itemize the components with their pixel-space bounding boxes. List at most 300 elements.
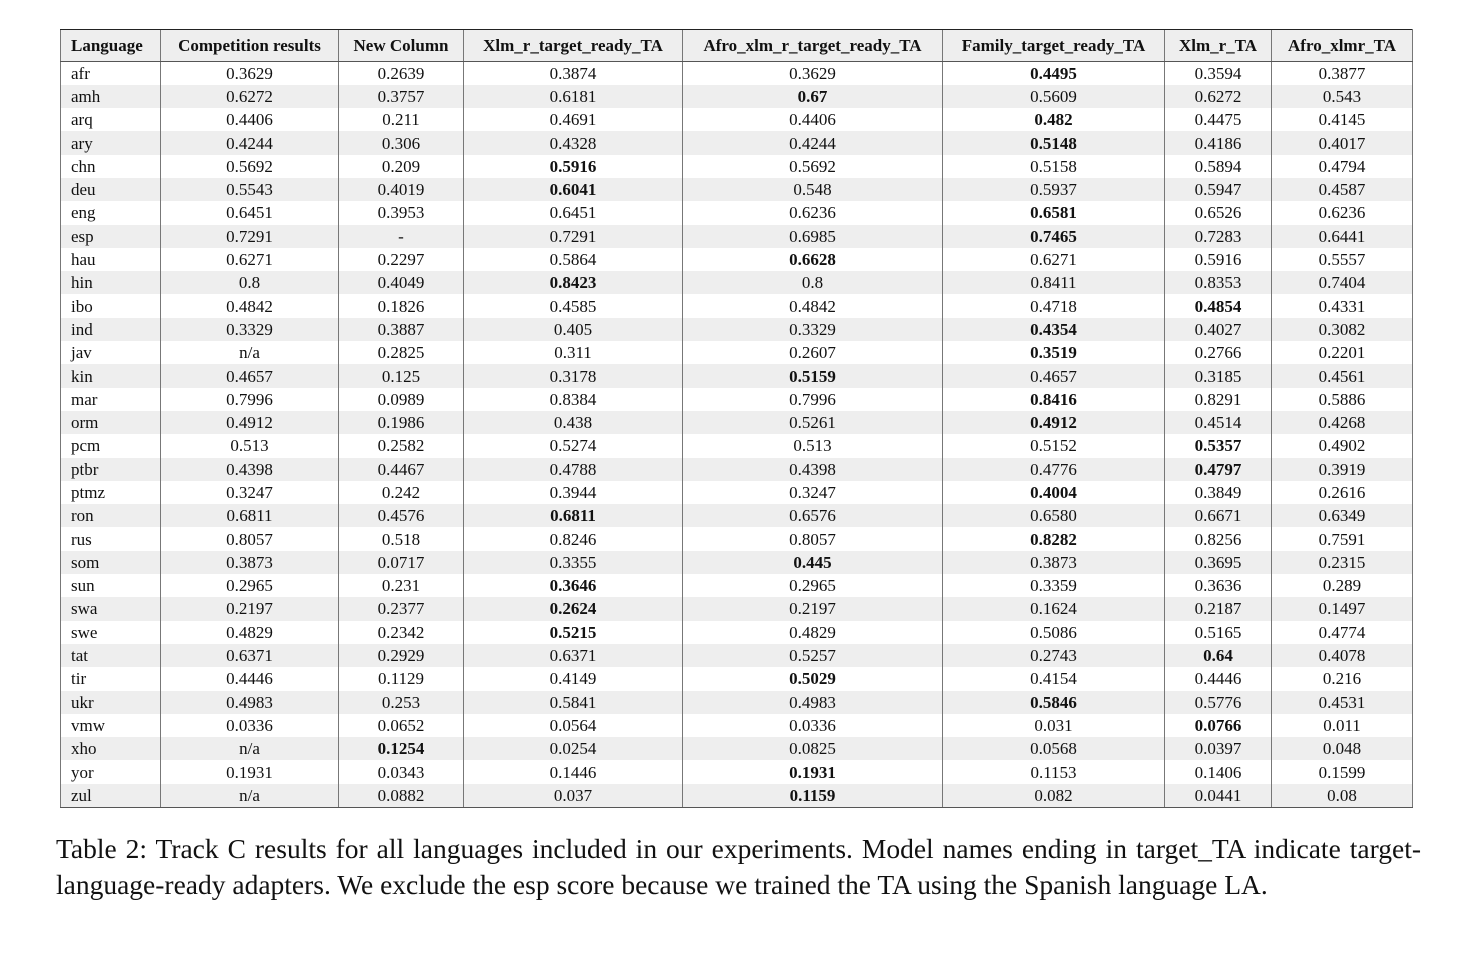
score-cell: 0.4019 (339, 178, 464, 201)
score-cell: 0.3944 (464, 481, 683, 504)
score-cell: 0.8423 (464, 271, 683, 294)
score-cell: 0.5148 (943, 131, 1165, 154)
score-cell: 0.7291 (161, 225, 339, 248)
table-row (61, 62, 1413, 85)
score-cell: 0.3329 (161, 318, 339, 341)
language-cell: swe (61, 621, 161, 644)
score-cell: 0.0343 (339, 760, 464, 783)
header-row (61, 30, 1413, 62)
score-cell: 0.6371 (161, 644, 339, 667)
score-cell: 0.8353 (1165, 271, 1272, 294)
language-cell: arq (61, 108, 161, 131)
score-cell: n/a (161, 341, 339, 364)
score-cell: 0.4475 (1165, 108, 1272, 131)
language-cell: ptbr (61, 458, 161, 481)
score-cell: 0.5947 (1165, 178, 1272, 201)
score-cell: 0.7404 (1272, 271, 1413, 294)
score-cell: 0.4912 (161, 411, 339, 434)
score-cell: 0.5609 (943, 85, 1165, 108)
score-cell: 0.2201 (1272, 341, 1413, 364)
score-cell: 0.5165 (1165, 621, 1272, 644)
score-cell: 0.4354 (943, 318, 1165, 341)
score-cell: 0.4398 (161, 458, 339, 481)
score-cell: 0.4902 (1272, 434, 1413, 457)
table-row (61, 131, 1413, 154)
score-cell: 0.6272 (1165, 85, 1272, 108)
score-cell: 0.3873 (943, 551, 1165, 574)
score-cell: - (339, 225, 464, 248)
score-cell: 0.289 (1272, 574, 1413, 597)
language-cell: pcm (61, 434, 161, 457)
score-cell: 0.2929 (339, 644, 464, 667)
score-cell: 0.6628 (683, 248, 943, 271)
score-cell: 0.5557 (1272, 248, 1413, 271)
table-row (61, 737, 1413, 760)
score-cell: 0.2197 (683, 597, 943, 620)
score-cell: 0.4004 (943, 481, 1165, 504)
score-cell: 0.4576 (339, 504, 464, 527)
score-cell: 0.5841 (464, 691, 683, 714)
score-cell: 0.6236 (683, 201, 943, 224)
score-cell: 0.2315 (1272, 551, 1413, 574)
score-cell: 0.4145 (1272, 108, 1413, 131)
score-cell: 0.4854 (1165, 294, 1272, 317)
table-row (61, 364, 1413, 387)
column-header: Competition results (161, 30, 339, 62)
score-cell: 0.5261 (683, 411, 943, 434)
score-cell: 0.7996 (683, 388, 943, 411)
score-cell: 0.031 (943, 714, 1165, 737)
language-cell: deu (61, 178, 161, 201)
table-row (61, 108, 1413, 131)
score-cell: 0.4495 (943, 62, 1165, 85)
score-cell: 0.1446 (464, 760, 683, 783)
score-cell: 0.0441 (1165, 784, 1272, 807)
score-cell: 0.1497 (1272, 597, 1413, 620)
score-cell: 0.7591 (1272, 527, 1413, 550)
score-cell: 0.4149 (464, 667, 683, 690)
score-cell: 0.6526 (1165, 201, 1272, 224)
score-cell: 0.543 (1272, 85, 1413, 108)
table-row (61, 458, 1413, 481)
score-cell: 0.64 (1165, 644, 1272, 667)
score-cell: 0.8291 (1165, 388, 1272, 411)
score-cell: 0.3594 (1165, 62, 1272, 85)
score-cell: 0.4027 (1165, 318, 1272, 341)
score-cell: 0.3082 (1272, 318, 1413, 341)
score-cell: 0.6671 (1165, 504, 1272, 527)
score-cell: 0.3873 (161, 551, 339, 574)
score-cell: 0.6985 (683, 225, 943, 248)
score-cell: 0.3185 (1165, 364, 1272, 387)
score-cell: 0.6271 (161, 248, 339, 271)
score-cell: 0.2766 (1165, 341, 1272, 364)
score-cell: 0.1624 (943, 597, 1165, 620)
score-cell: 0.6811 (161, 504, 339, 527)
score-cell: 0.4691 (464, 108, 683, 131)
score-cell: 0.3874 (464, 62, 683, 85)
score-cell: 0.5776 (1165, 691, 1272, 714)
table-row (61, 201, 1413, 224)
score-cell: 0.4774 (1272, 621, 1413, 644)
table-row (61, 551, 1413, 574)
score-cell: 0.6236 (1272, 201, 1413, 224)
score-cell: 0.4446 (1165, 667, 1272, 690)
table-row (61, 527, 1413, 550)
score-cell: 0.2639 (339, 62, 464, 85)
score-cell: 0.3695 (1165, 551, 1272, 574)
score-cell: 0.6181 (464, 85, 683, 108)
score-cell: 0.4657 (161, 364, 339, 387)
score-cell: 0.2187 (1165, 597, 1272, 620)
language-cell: sun (61, 574, 161, 597)
score-cell: 0.3247 (161, 481, 339, 504)
score-cell: 0.445 (683, 551, 943, 574)
score-cell: 0.4561 (1272, 364, 1413, 387)
score-cell: 0.5543 (161, 178, 339, 201)
score-cell: 0.5692 (161, 155, 339, 178)
table-row (61, 388, 1413, 411)
table-row (61, 341, 1413, 364)
score-cell: 0.1599 (1272, 760, 1413, 783)
score-cell: n/a (161, 784, 339, 807)
score-cell: 0.1159 (683, 784, 943, 807)
score-cell: 0.8 (683, 271, 943, 294)
score-cell: 0.4446 (161, 667, 339, 690)
score-cell: 0.3247 (683, 481, 943, 504)
table-row (61, 597, 1413, 620)
score-cell: 0.3178 (464, 364, 683, 387)
score-cell: 0.037 (464, 784, 683, 807)
score-cell: 0.0882 (339, 784, 464, 807)
score-cell: 0.4829 (683, 621, 943, 644)
score-cell: 0.2342 (339, 621, 464, 644)
score-cell: n/a (161, 737, 339, 760)
score-cell: 0.3919 (1272, 458, 1413, 481)
language-cell: ron (61, 504, 161, 527)
score-cell: 0.5086 (943, 621, 1165, 644)
score-cell: 0.4244 (161, 131, 339, 154)
score-cell: 0.4788 (464, 458, 683, 481)
table-body (61, 62, 1413, 808)
score-cell: 0.2743 (943, 644, 1165, 667)
score-cell: 0.216 (1272, 667, 1413, 690)
score-cell: 0.6041 (464, 178, 683, 201)
score-cell: 0.4797 (1165, 458, 1272, 481)
score-cell: 0.3757 (339, 85, 464, 108)
language-cell: mar (61, 388, 161, 411)
score-cell: 0.6272 (161, 85, 339, 108)
score-cell: 0.5864 (464, 248, 683, 271)
table-row (61, 644, 1413, 667)
score-cell: 0.3877 (1272, 62, 1413, 85)
table-row (61, 178, 1413, 201)
score-cell: 0.8384 (464, 388, 683, 411)
table-header (61, 30, 1413, 62)
score-cell: 0.8416 (943, 388, 1165, 411)
score-cell: 0.6451 (464, 201, 683, 224)
score-cell: 0.4331 (1272, 294, 1413, 317)
score-cell: 0.2624 (464, 597, 683, 620)
score-cell: 0.548 (683, 178, 943, 201)
score-cell: 0.6371 (464, 644, 683, 667)
score-cell: 0.8 (161, 271, 339, 294)
score-cell: 0.5692 (683, 155, 943, 178)
score-cell: 0.5029 (683, 667, 943, 690)
score-cell: 0.3359 (943, 574, 1165, 597)
score-cell: 0.482 (943, 108, 1165, 131)
column-header: New Column (339, 30, 464, 62)
score-cell: 0.3887 (339, 318, 464, 341)
score-cell: 0.08 (1272, 784, 1413, 807)
score-cell: 0.3629 (683, 62, 943, 85)
language-cell: vmw (61, 714, 161, 737)
score-cell: 0.2377 (339, 597, 464, 620)
score-cell: 0.5894 (1165, 155, 1272, 178)
score-cell: 0.518 (339, 527, 464, 550)
table-row (61, 667, 1413, 690)
score-cell: 0.513 (161, 434, 339, 457)
score-cell: 0.8057 (683, 527, 943, 550)
score-cell: 0.2197 (161, 597, 339, 620)
score-cell: 0.0717 (339, 551, 464, 574)
column-header: Family_target_ready_TA (943, 30, 1165, 62)
score-cell: 0.438 (464, 411, 683, 434)
language-cell: amh (61, 85, 161, 108)
score-cell: 0.5916 (1165, 248, 1272, 271)
score-cell: 0.0336 (161, 714, 339, 737)
language-cell: xho (61, 737, 161, 760)
language-cell: swa (61, 597, 161, 620)
score-cell: 0.3953 (339, 201, 464, 224)
score-cell: 0.125 (339, 364, 464, 387)
table-row (61, 318, 1413, 341)
score-cell: 0.6441 (1272, 225, 1413, 248)
table-row (61, 574, 1413, 597)
score-cell: 0.211 (339, 108, 464, 131)
score-cell: 0.1254 (339, 737, 464, 760)
score-cell: 0.3355 (464, 551, 683, 574)
score-cell: 0.4186 (1165, 131, 1272, 154)
score-cell: 0.4017 (1272, 131, 1413, 154)
table-row (61, 411, 1413, 434)
language-cell: ary (61, 131, 161, 154)
score-cell: 0.513 (683, 434, 943, 457)
score-cell: 0.7291 (464, 225, 683, 248)
score-cell: 0.0397 (1165, 737, 1272, 760)
table-row (61, 248, 1413, 271)
score-cell: 0.6271 (943, 248, 1165, 271)
score-cell: 0.253 (339, 691, 464, 714)
score-cell: 0.209 (339, 155, 464, 178)
language-cell: kin (61, 364, 161, 387)
language-cell: zul (61, 784, 161, 807)
score-cell: 0.4983 (161, 691, 339, 714)
score-cell: 0.4406 (161, 108, 339, 131)
language-cell: ibo (61, 294, 161, 317)
score-cell: 0.4657 (943, 364, 1165, 387)
score-cell: 0.011 (1272, 714, 1413, 737)
results-table-container (60, 29, 1412, 808)
score-cell: 0.4842 (161, 294, 339, 317)
score-cell: 0.6811 (464, 504, 683, 527)
table-row (61, 621, 1413, 644)
language-cell: hin (61, 271, 161, 294)
column-header: Afro_xlm_r_target_ready_TA (683, 30, 943, 62)
score-cell: 0.0652 (339, 714, 464, 737)
language-cell: rus (61, 527, 161, 550)
score-cell: 0.311 (464, 341, 683, 364)
language-cell: som (61, 551, 161, 574)
score-cell: 0.3329 (683, 318, 943, 341)
score-cell: 0.4983 (683, 691, 943, 714)
score-cell: 0.4244 (683, 131, 943, 154)
table-row (61, 784, 1413, 807)
score-cell: 0.1931 (683, 760, 943, 783)
score-cell: 0.6349 (1272, 504, 1413, 527)
table-row (61, 294, 1413, 317)
score-cell: 0.5937 (943, 178, 1165, 201)
language-cell: chn (61, 155, 161, 178)
score-cell: 0.231 (339, 574, 464, 597)
table-row (61, 691, 1413, 714)
table-row (61, 714, 1413, 737)
score-cell: 0.0254 (464, 737, 683, 760)
score-cell: 0.1826 (339, 294, 464, 317)
table-row (61, 434, 1413, 457)
score-cell: 0.2965 (683, 574, 943, 597)
score-cell: 0.3849 (1165, 481, 1272, 504)
score-cell: 0.4078 (1272, 644, 1413, 667)
column-header: Xlm_r_TA (1165, 30, 1272, 62)
table-row (61, 85, 1413, 108)
score-cell: 0.4531 (1272, 691, 1413, 714)
score-cell: 0.082 (943, 784, 1165, 807)
language-cell: tat (61, 644, 161, 667)
language-cell: yor (61, 760, 161, 783)
score-cell: 0.7283 (1165, 225, 1272, 248)
score-cell: 0.1931 (161, 760, 339, 783)
score-cell: 0.2825 (339, 341, 464, 364)
score-cell: 0.5916 (464, 155, 683, 178)
score-cell: 0.5159 (683, 364, 943, 387)
score-cell: 0.0989 (339, 388, 464, 411)
score-cell: 0.0568 (943, 737, 1165, 760)
language-cell: eng (61, 201, 161, 224)
score-cell: 0.4514 (1165, 411, 1272, 434)
score-cell: 0.5257 (683, 644, 943, 667)
language-cell: jav (61, 341, 161, 364)
score-cell: 0.4829 (161, 621, 339, 644)
score-cell: 0.2616 (1272, 481, 1413, 504)
score-cell: 0.1129 (339, 667, 464, 690)
score-cell: 0.8057 (161, 527, 339, 550)
score-cell: 0.3646 (464, 574, 683, 597)
score-cell: 0.5215 (464, 621, 683, 644)
table-row (61, 271, 1413, 294)
score-cell: 0.4268 (1272, 411, 1413, 434)
score-cell: 0.4587 (1272, 178, 1413, 201)
language-cell: orm (61, 411, 161, 434)
score-cell: 0.2582 (339, 434, 464, 457)
score-cell: 0.2607 (683, 341, 943, 364)
language-cell: esp (61, 225, 161, 248)
score-cell: 0.7996 (161, 388, 339, 411)
score-cell: 0.4794 (1272, 155, 1413, 178)
score-cell: 0.67 (683, 85, 943, 108)
language-cell: ukr (61, 691, 161, 714)
score-cell: 0.8246 (464, 527, 683, 550)
score-cell: 0.1986 (339, 411, 464, 434)
score-cell: 0.8256 (1165, 527, 1272, 550)
score-cell: 0.4718 (943, 294, 1165, 317)
language-cell: hau (61, 248, 161, 271)
language-cell: afr (61, 62, 161, 85)
score-cell: 0.6576 (683, 504, 943, 527)
score-cell: 0.4776 (943, 458, 1165, 481)
score-cell: 0.4328 (464, 131, 683, 154)
language-cell: ptmz (61, 481, 161, 504)
score-cell: 0.0564 (464, 714, 683, 737)
score-cell: 0.8282 (943, 527, 1165, 550)
column-header: Xlm_r_target_ready_TA (464, 30, 683, 62)
score-cell: 0.4585 (464, 294, 683, 317)
score-cell: 0.4912 (943, 411, 1165, 434)
score-cell: 0.6580 (943, 504, 1165, 527)
table-row (61, 760, 1413, 783)
score-cell: 0.6581 (943, 201, 1165, 224)
score-cell: 0.3629 (161, 62, 339, 85)
score-cell: 0.5274 (464, 434, 683, 457)
score-cell: 0.4467 (339, 458, 464, 481)
score-cell: 0.8411 (943, 271, 1165, 294)
score-cell: 0.2965 (161, 574, 339, 597)
score-cell: 0.242 (339, 481, 464, 504)
score-cell: 0.5158 (943, 155, 1165, 178)
score-cell: 0.4842 (683, 294, 943, 317)
score-cell: 0.1406 (1165, 760, 1272, 783)
table-row (61, 481, 1413, 504)
score-cell: 0.5152 (943, 434, 1165, 457)
score-cell: 0.5886 (1272, 388, 1413, 411)
language-cell: tir (61, 667, 161, 690)
score-cell: 0.4406 (683, 108, 943, 131)
score-cell: 0.5846 (943, 691, 1165, 714)
score-cell: 0.7465 (943, 225, 1165, 248)
table-row (61, 504, 1413, 527)
score-cell: 0.3519 (943, 341, 1165, 364)
language-cell: ind (61, 318, 161, 341)
score-cell: 0.5357 (1165, 434, 1272, 457)
table-row (61, 225, 1413, 248)
score-cell: 0.0336 (683, 714, 943, 737)
score-cell: 0.4154 (943, 667, 1165, 690)
score-cell: 0.405 (464, 318, 683, 341)
results-table (60, 29, 1413, 808)
score-cell: 0.0766 (1165, 714, 1272, 737)
table-row (61, 155, 1413, 178)
score-cell: 0.6451 (161, 201, 339, 224)
column-header: Language (61, 30, 161, 62)
column-header: Afro_xlmr_TA (1272, 30, 1413, 62)
score-cell: 0.4049 (339, 271, 464, 294)
score-cell: 0.0825 (683, 737, 943, 760)
score-cell: 0.048 (1272, 737, 1413, 760)
score-cell: 0.1153 (943, 760, 1165, 783)
score-cell: 0.306 (339, 131, 464, 154)
score-cell: 0.2297 (339, 248, 464, 271)
score-cell: 0.3636 (1165, 574, 1272, 597)
